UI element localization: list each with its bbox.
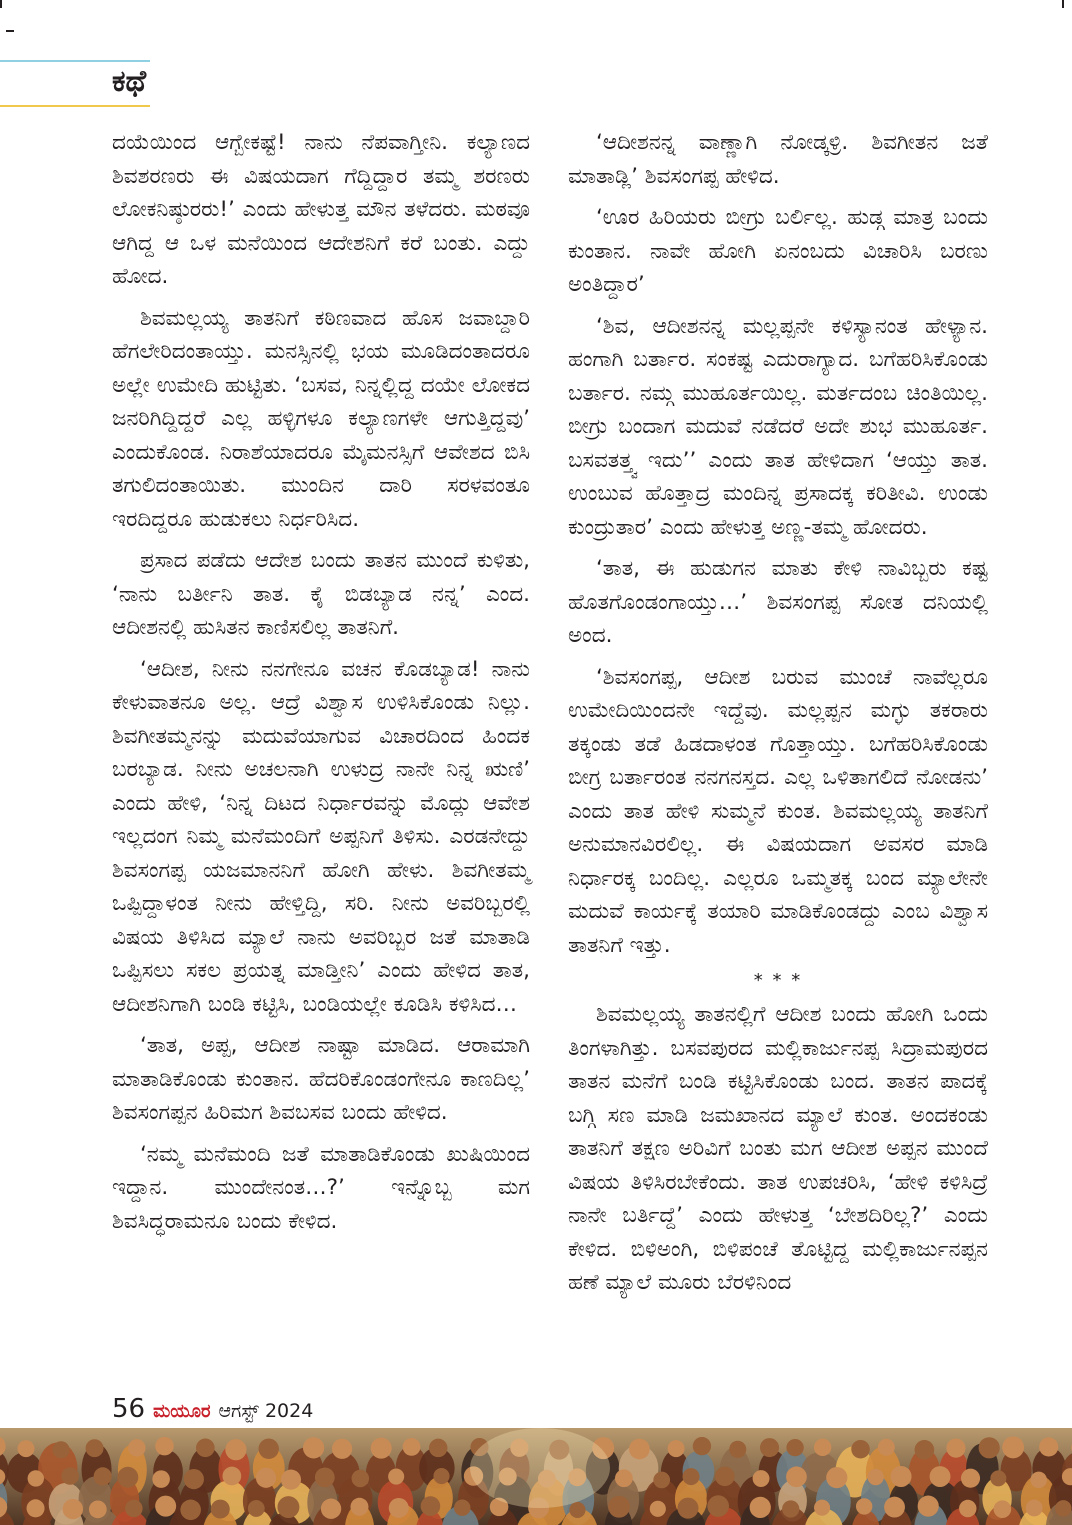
left-text-column xyxy=(112,126,530,1246)
crop-mark-top-left xyxy=(0,0,2,8)
paragraph: ಪ್ರಸಾದ ಪಡೆದು ಆದೇಶ ಬಂದು ತಾತನ ಮುಂದೆ ಕುಳಿತು, ‘ನಾನು ಬರ್ತೀನಿ ತಾತ. ಕೈ ಬಿಡಬ್ಯಾಡ ನನ್ನ’ ಎಂದ. ಆದೀಶನಲ್ಲಿ ಹುಸಿತನ ಕಾಣಿಸಲಿಲ್ಲ ತಾತನಿಗೆ. xyxy=(112,548,530,640)
paragraph: ‘ಶಿವಸಂಗಪ್ಪ, ಆದೀಶ ಬರುವ ಮುಂಚೆ ನಾವೆಲ್ಲರೂ ಉಮೇದಿಯಿಂದನೇ ಇದ್ದೆವು. ಮಲ್ಲಪ್ಪನ ಮಗ್ಳು ತಕರಾರು ತಕ್ಕಂಡು ತಡೆ ಹಿಡದಾಳಂತ ಗೊತ್ತಾಯ್ತು. ಬಗೆಹರಿಸಿಕೊಂಡು ಬೀಗ್ರ ಬರ್ತಾರಂತ ನನಗನಸ್ತದ. ಎಲ್ಲ ಒಳಿತಾಗಲಿದೆ ನೋಡನು’ ಎಂದು ತಾತ ಹೇಳಿ ಸುಮ್ಮನೆ ಕುಂತ. ಶಿವಮಲ್ಲಯ್ಯ ತಾತನಿಗೆ ಅನುಮಾನವಿರಲಿಲ್ಲ. ಈ ವಿಷಯದಾಗ ಅವಸರ ಮಾಡಿ ನಿರ್ಧಾರಕ್ಕ ಬಂದಿಲ್ಲ. ಎಲ್ಲರೂ ಒಮ್ಮತಕ್ಕ ಬಂದ ಮ್ಯಾಲೇನೇ ಮದುವೆ ಕಾರ್ಯಕ್ಕೆ ತಯಾರಿ ಮಾಡಿಕೊಂಡದ್ದು ಎಂಬ ವಿಶ್ವಾಸ ತಾತನಿಗೆ ಇತ್ತು. xyxy=(568,664,988,958)
paragraph: ‘ತಾತ, ಅಪ್ಪ, ಆದೀಶ ನಾಷ್ಟಾ ಮಾಡಿದ. ಆರಾಮಾಗಿ ಮಾತಾಡಿಕೊಂಡು ಕುಂತಾನ. ಹೆದರಿಕೊಂಡಂಗೇನೂ ಕಾಣದಿಲ್ಲ’ ಶಿವಸಂಗಪ್ಪನ ಹಿರಿಮಗ ಶಿವಬಸವ ಬಂದು ಹೇಳಿದ. xyxy=(112,1033,530,1125)
paragraph: ‘ಊರ ಹಿರಿಯರು ಬೀಗ್ರು ಬರ್ಲಿಲ್ಲ. ಹುಡ್ಗ ಮಾತ್ರ ಬಂದು ಕುಂತಾನ. ನಾವೇ ಹೋಗಿ ಏನಂಬದು ವಿಚಾರಿಸಿ ಬರಣು ಅಂತಿದ್ದಾರ’ xyxy=(568,205,988,297)
paragraph: ಶಿವಮಲ್ಲಯ್ಯ ತಾತನಿಗೆ ಕಠಿಣವಾದ ಹೊಸ ಜವಾಬ್ದಾರಿ ಹೆಗಲೇರಿದಂತಾಯ್ತು. ಮನಸ್ಸಿನಲ್ಲಿ ಭಯ ಮೂಡಿದಂತಾದರೂ ಅಲ್ಲೇ ಉಮೇದಿ ಹುಟ್ಟಿತು. ‘ಬಸವ, ನಿನ್ನಲ್ಲಿದ್ದ ದಯೇ ಲೋಕದ ಜನರಿಗಿದ್ದಿದ್ದರೆ ಎಲ್ಲ ಹಳ್ಳಿಗಳೂ ಕಲ್ಯಾಣಗಳೇ ಆಗುತ್ತಿದ್ದವು’ ಎಂದುಕೊಂಡ. ನಿರಾಶೆಯಾದರೂ ಮೈಮನಸ್ಸಿಗೆ ಆವೇಶದ ಬಿಸಿ ತಗುಲಿದಂತಾಯಿತು. ಮುಂದಿನ ದಾರಿ ಸರಳವಂತೂ ಇರದಿದ್ದರೂ ಹುಡುಕಲು ನಿರ್ಧರಿಸಿದ. xyxy=(112,305,530,532)
page-footer xyxy=(112,1394,313,1424)
paragraph: ‘ಶಿವ, ಆದೀಶನನ್ನ ಮಲ್ಲಪ್ಪನೇ ಕಳಿಸ್ಯಾನಂತ ಹೇಳ್ಯಾನ. ಹಂಗಾಗಿ ಬರ್ತಾರ. ಸಂಕಷ್ಟ ಎದುರಾಗ್ಯಾದ. ಬಗೆಹರಿಸಿಕೊಂಡು ಬರ್ತಾರ. ನಮ್ಗ ಮುಹೂರ್ತಯಿಲ್ಲ. ಮರ್ತದಂಬ ಚಿಂತಿಯಿಲ್ಲ. ಬೀಗ್ರು ಬಂದಾಗ ಮದುವೆ ನಡೆದರೆ ಅದೇ ಶುಭ ಮುಹೂರ್ತ. ಬಸವತತ್ತ್ವ ಇದು’’ ಎಂದು ತಾತ ಹೇಳಿದಾಗ ‘ಆಯ್ತು ತಾತ. ಉಂಬುವ ಹೊತ್ತಾದ್ರ ಮಂದಿನ್ನ ಪ್ರಸಾದಕ್ಕ ಕರಿತೀವಿ. ಉಂಡು ಕುಂದ್ರುತಾರ’ ಎಂದು ಹೇಳುತ್ತ ಅಣ್ಣ-ತಮ್ಮ ಹೋದರು. xyxy=(568,313,988,540)
paragraph: ‘ಆದೀಶ, ನೀನು ನನಗೇನೂ ವಚನ ಕೊಡಬ್ಯಾಡ! ನಾನು ಕೇಳುವಾತನೂ ಅಲ್ಲ. ಆದ್ರೆ ವಿಶ್ವಾಸ ಉಳಿಸಿಕೊಂಡು ನಿಲ್ಲು. ಶಿವಗೀತಮ್ಮನನ್ನು ಮದುವೆಯಾಗುವ ವಿಚಾರದಿಂದ ಹಿಂದಕ ಬರಬ್ಯಾಡ. ನೀನು ಅಚಲನಾಗಿ ಉಳುದ್ರ ನಾನೇ ನಿನ್ನ ಋಣಿ’ ಎಂದು ಹೇಳಿ, ‘ನಿನ್ನ ದಿಟದ ನಿರ್ಧಾರವನ್ನು ಮೊದ್ಲು ಆವೇಶ ಇಲ್ಲದಂಗ ನಿಮ್ಮ ಮನೆಮಂದಿಗೆ ಅಪ್ಪನಿಗೆ ತಿಳಿಸು. ಎರಡನೇದ್ದು ಶಿವಸಂಗಪ್ಪ ಯಜಮಾನನಿಗೆ ಹೋಗಿ ಹೇಳು. ಶಿವಗೀತಮ್ಮ ಒಪ್ಪಿದ್ದಾಳಂತ ನೀನು ಹೇಳ್ತಿದ್ದಿ, ಸರಿ. ನೀನು ಅವರಿಬ್ಬರಲ್ಲಿ ವಿಷಯ ತಿಳಿಸಿದ ಮ್ಯಾಲೆ ನಾನು ಅವರಿಬ್ಬರ ಜತೆ ಮಾತಾಡಿ ಒಪ್ಪಿಸಲು ಸಕಲ ಪ್ರಯತ್ನ ಮಾಡ್ತೀನಿ’ ಎಂದು ಹೇಳಿದ ತಾತ, ಆದೀಶನಿಗಾಗಿ ಬಂಡಿ ಕಟ್ಟಿಸಿ, ಬಂಡಿಯಲ್ಲೇ ಕೂಡಿಸಿ ಕಳಿಸಿದ… xyxy=(112,656,530,1017)
issue-date: ಆಗಸ್ಟ್ 2024 xyxy=(218,1400,314,1422)
header-rule-yellow xyxy=(0,105,150,107)
section-title: ಕಥೆ xyxy=(112,64,147,99)
right-text-column xyxy=(568,126,988,1308)
crop-mark-top-right xyxy=(1062,0,1064,8)
paragraph: ‘ಆದೀಶನನ್ನ ವಾಣ್ಣಾಗಿ ನೋಡ್ಕಳ್ರಿ. ಶಿವಗೀತನ ಜತೆ ಮಾತಾಡ್ಲಿ’ ಶಿವಸಂಗಪ್ಪ ಹೇಳಿದ. xyxy=(568,130,988,189)
magazine-logo: ಮಯೂರ xyxy=(153,1401,211,1422)
paragraph: ದಯೆಯಿಂದ ಆಗ್ಬೇಕಷ್ಟೆ! ನಾನು ನೆಪವಾಗ್ತೀನಿ. ಕಲ್ಯಾಣದ ಶಿವಶರಣರು ಈ ವಿಷಯದಾಗ ಗೆದ್ದಿದ್ದಾರ ತಮ್ಮ ಶರಣರು ಲೋಕನಿಷ್ಠುರರು!’ ಎಂದು ಹೇಳುತ್ತ ಮೌನ ತಳೆದರು. ಮಠವೂ ಆಗಿದ್ದ ಆ ಒಳ ಮನೆಯಿಂದ ಆದೇಶನಿಗೆ ಕರೆ ಬಂತು. ಎದ್ದು ಹೋದ. xyxy=(112,130,530,289)
page-number: 56 xyxy=(112,1394,146,1424)
paragraph: ‘ತಾತ, ಈ ಹುಡುಗನ ಮಾತು ಕೇಳಿ ನಾವಿಬ್ಬರು ಕಷ್ಟ ಹೊತಗೊಂಡಂಗಾಯ್ತು…’ ಶಿವಸಂಗಪ್ಪ ಸೋತ ದನಿಯಲ್ಲಿ ಅಂದ. xyxy=(568,556,988,648)
crowd-illustration xyxy=(0,1428,1072,1525)
section-separator: * * * xyxy=(753,970,803,991)
crop-mark-left xyxy=(6,30,14,32)
paragraph: ‘ನಮ್ಮ ಮನೆಮಂದಿ ಜತೆ ಮಾತಾಡಿಕೊಂಡು ಖುಷಿಯಿಂದ ಇದ್ದಾನ. ಮುಂದೇನಂತ…?’ ಇನ್ನೊಬ್ಬ ಮಗ ಶಿವಸಿದ್ಧರಾಮನೂ ಬಂದು ಕೇಳಿದ. xyxy=(112,1141,530,1234)
paragraph: ಶಿವಮಲ್ಲಯ್ಯ ತಾತನಲ್ಲಿಗೆ ಆದೀಶ ಬಂದು ಹೋಗಿ ಒಂದು ತಿಂಗಳಾಗಿತ್ತು. ಬಸವಪುರದ ಮಲ್ಲಿಕಾರ್ಜುನಪ್ಪ ಸಿದ್ರಾಮಪುರದ ತಾತನ ಮನೆಗೆ ಬಂಡಿ ಕಟ್ಟಿಸಿಕೊಂಡು ಬಂದ. ತಾತನ ಪಾದಕ್ಕೆ ಬಗ್ಗಿ ಸಣ ಮಾಡಿ ಜಮಖಾನದ ಮ್ಯಾಲೆ ಕುಂತ. ಅಂದಕಂಡು ತಾತನಿಗೆ ತಕ್ಷಣ ಅರಿವಿಗೆ ಬಂತು ಮಗ ಆದೀಶ ಅಪ್ಪನ ಮುಂದೆ ವಿಷಯ ತಿಳಿಸಿರಬೇಕೆಂದು. ತಾತ ಉಪಚರಿಸಿ, ‘ಹೇಳಿ ಕಳಿಸಿದ್ರೆ ನಾನೇ ಬರ್ತಿದ್ದೆ’ ಎಂದು ಹೇಳುತ್ತ ‘ಬೇಶದಿರಿಲ್ಲ?’ ಎಂದು ಕೇಳಿದ. ಬಿಳಿಅಂಗಿ, ಬಿಳಿಪಂಚೆ ತೊಟ್ಟಿದ್ದ ಮಲ್ಲಿಕಾರ್ಜುನಪ್ಪನ ಹಣೆ ಮ್ಯಾಲೆ ಮೂರು ಬೆರಳಿನಿಂದ xyxy=(568,1002,988,1295)
